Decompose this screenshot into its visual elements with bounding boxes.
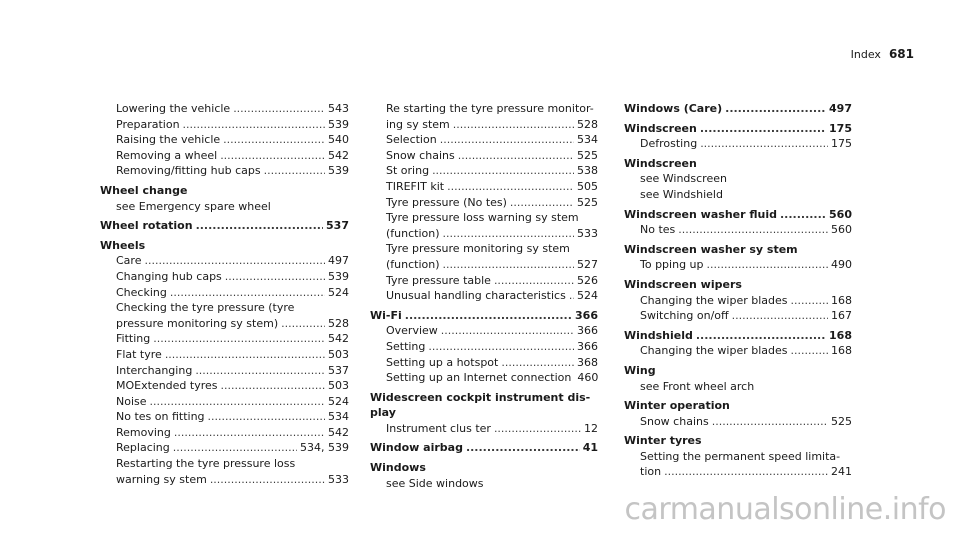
dot-leader [173, 440, 297, 456]
page-header [851, 47, 914, 61]
entry-label: Windows [370, 461, 426, 475]
entry-label: Setting up an Internet connection [386, 371, 572, 385]
entry-label: Defrosting [640, 137, 698, 151]
page-reference: 366 [577, 339, 598, 353]
entry-label: Tyre pressure table [386, 273, 491, 287]
index-entry [100, 117, 349, 133]
index-entry [100, 394, 349, 410]
index-entry [370, 195, 598, 211]
entry-label: Re starting the tyre pressure monitor- [386, 102, 594, 115]
entry-label: Removing a wheel [116, 148, 218, 162]
entry-label: Overview [386, 324, 438, 338]
page-reference: 542 [328, 332, 349, 346]
index-entry [370, 179, 598, 195]
page-reference: 534, 539 [300, 441, 349, 455]
page-reference: 528 [328, 316, 349, 330]
entry-label: Setting up a hotspot [386, 355, 499, 369]
page-reference: 366 [575, 308, 598, 322]
index-column-1 [100, 101, 349, 487]
index-entry [100, 163, 349, 179]
index-heading [100, 183, 349, 199]
index-entry [100, 101, 349, 117]
dot-leader [196, 218, 323, 234]
entry-label: Setting [386, 339, 426, 353]
entry-label: Windscreen [624, 121, 697, 135]
dot-leader [678, 222, 828, 238]
entry-label: see Side windows [386, 476, 484, 490]
index-entry [370, 148, 598, 164]
entry-label: ing sy stem [386, 117, 450, 131]
dot-leader [223, 132, 325, 148]
index-heading [370, 440, 598, 456]
dot-leader [780, 207, 826, 223]
entry-label: Snow chains [386, 148, 455, 162]
page-reference: 533 [328, 472, 349, 486]
index-entry [370, 323, 598, 339]
page-reference: 524 [328, 285, 349, 299]
entry-label: Removing [116, 425, 171, 439]
entry-label: Windscreen washer fluid [624, 207, 777, 221]
dot-leader [153, 331, 325, 347]
page-reference: 537 [328, 363, 349, 377]
entry-label: Changing the wiper blades [640, 344, 788, 358]
entry-label: TIREFIT kit [386, 179, 445, 193]
dot-leader [494, 273, 574, 289]
dot-leader [466, 440, 580, 456]
index-entry [624, 222, 852, 238]
entry-label: see Windshield [640, 187, 723, 201]
page-reference: 524 [328, 394, 349, 408]
entry-label: Windows (Care) [624, 102, 723, 115]
dot-leader [700, 121, 826, 137]
dot-leader [664, 464, 828, 480]
entry-label: Winter tyres [624, 434, 702, 448]
index-entry [370, 257, 598, 273]
index-entry [100, 409, 349, 425]
index-entry [624, 449, 852, 465]
index-entry [100, 148, 349, 164]
entry-label: Tyre pressure monitoring sy stem [386, 242, 570, 256]
page-number: 681 [888, 47, 914, 61]
dot-leader [791, 343, 829, 359]
dot-leader [447, 179, 574, 195]
index-heading [624, 277, 852, 293]
index-heading [624, 433, 852, 449]
index-entry [370, 355, 598, 371]
entry-label: play [370, 406, 396, 420]
index-heading [100, 238, 349, 254]
dot-leader [441, 323, 574, 339]
dot-leader [453, 117, 574, 133]
dot-leader [144, 253, 325, 269]
page-reference: 241 [831, 465, 852, 479]
entry-label: Preparation [116, 117, 180, 131]
dot-leader [707, 257, 828, 273]
page-reference: 538 [577, 164, 598, 178]
entry-label: pressure monitoring sy stem) [116, 316, 279, 330]
entry-label: tion [640, 465, 662, 479]
entry-label: warning sy stem [116, 472, 207, 486]
index-entry [624, 343, 852, 359]
page-reference: 12 [584, 421, 598, 435]
index-entry [370, 476, 598, 492]
index-entry [370, 273, 598, 289]
index-heading [624, 328, 852, 344]
index-entry [100, 285, 349, 301]
page-reference: 368 [577, 355, 598, 369]
index-entry [100, 199, 349, 215]
entry-label: Replacing [116, 441, 170, 455]
entry-label: Windshield [624, 328, 693, 342]
index-entry [100, 269, 349, 285]
dot-leader [725, 101, 826, 117]
entry-label: Changing hub caps [116, 269, 222, 283]
index-column-2 [370, 101, 598, 491]
watermark: carmanualsonline.info [624, 492, 946, 527]
dot-leader [195, 363, 325, 379]
entry-label: see Front wheel arch [640, 379, 755, 393]
dot-leader [732, 308, 828, 324]
entry-label: Flat tyre [116, 347, 162, 361]
index-entry [100, 331, 349, 347]
dot-leader [443, 226, 574, 242]
index-column-3 [624, 101, 852, 480]
index-entry [370, 210, 598, 226]
index-heading [624, 101, 852, 117]
page-reference: 505 [577, 179, 598, 193]
index-heading [624, 242, 852, 258]
page-reference: 366 [577, 324, 598, 338]
dot-leader [150, 394, 325, 410]
dot-leader [225, 269, 325, 285]
dot-leader [208, 409, 325, 425]
index-entry [370, 101, 598, 117]
entry-label: see Emergency spare wheel [116, 199, 271, 213]
entry-label: Windscreen wipers [624, 277, 742, 291]
entry-label: Lowering the vehicle [116, 102, 231, 115]
index-heading [624, 363, 852, 379]
index-entry [370, 370, 598, 386]
entry-label: Selection [386, 133, 437, 147]
page-reference: 460 [577, 371, 599, 385]
section-title: Index [850, 48, 881, 61]
index-entry [624, 187, 852, 203]
index-entry [624, 293, 852, 309]
index-heading [100, 218, 349, 234]
page-reference: 560 [831, 223, 852, 237]
page-reference: 525 [577, 148, 598, 162]
dot-leader [264, 163, 325, 179]
entry-label: Snow chains [640, 414, 709, 428]
dot-leader [210, 472, 325, 488]
index-entry [624, 464, 852, 480]
index-entry [100, 132, 349, 148]
index-entry [370, 421, 598, 437]
page-reference: 168 [831, 344, 852, 358]
index-entry [100, 456, 349, 472]
dot-leader [432, 163, 574, 179]
index-entry [624, 171, 852, 187]
index-heading [370, 390, 598, 406]
entry-label: (function) [386, 257, 440, 271]
entry-label: Tyre pressure loss warning sy stem [386, 211, 579, 225]
entry-label: Noise [116, 394, 147, 408]
dot-leader [494, 421, 581, 437]
entry-label: Unusual handling characteristics [386, 289, 566, 303]
entry-label: Raising the vehicle [116, 133, 221, 147]
index-entry [100, 378, 349, 394]
dot-leader [712, 414, 828, 430]
dot-leader [405, 308, 572, 324]
dot-leader [233, 101, 325, 117]
page-reference: 560 [829, 207, 852, 221]
dot-leader [510, 195, 574, 211]
dot-leader [165, 347, 325, 363]
index-heading [370, 405, 598, 421]
entry-label: Wheel rotation [100, 219, 193, 233]
index-entry [100, 425, 349, 441]
dot-leader [428, 339, 574, 355]
entry-label: Instrument clus ter [386, 421, 491, 435]
entry-label: Setting the permanent speed limita- [640, 449, 841, 463]
index-entry [100, 472, 349, 488]
page-reference: 490 [831, 258, 852, 272]
entry-label: Restarting the tyre pressure loss [116, 457, 296, 471]
index-entry [370, 132, 598, 148]
index-entry [370, 288, 598, 304]
dot-leader [174, 425, 325, 441]
page-reference: 534 [328, 410, 349, 424]
dot-leader [220, 148, 325, 164]
dot-leader [183, 117, 325, 133]
entry-label: (function) [386, 226, 440, 240]
index-entry [100, 363, 349, 379]
entry-label: Windscreen [624, 156, 697, 170]
page-reference: 528 [577, 117, 598, 131]
entry-label: Removing/fitting hub caps [116, 164, 261, 178]
page-reference: 503 [328, 379, 349, 393]
entry-label: No tes on fitting [116, 410, 205, 424]
entry-label: Wheels [100, 238, 146, 252]
entry-label: see Windscreen [640, 172, 727, 186]
index-entry [370, 339, 598, 355]
index-heading [370, 460, 598, 476]
entry-label: MOExtended tyres [116, 379, 218, 393]
index-heading [370, 308, 598, 324]
index-heading [624, 156, 852, 172]
page-reference: 167 [831, 309, 852, 323]
index-entry [100, 300, 349, 316]
page-reference: 534 [577, 133, 598, 147]
entry-label: Checking [116, 285, 167, 299]
entry-label: Wi-Fi [370, 308, 402, 322]
dot-leader [569, 288, 574, 304]
dot-leader [501, 355, 574, 371]
page-reference: 526 [577, 273, 598, 287]
index-entry [370, 241, 598, 257]
page-reference: 168 [831, 293, 852, 307]
entry-label: St oring [386, 164, 430, 178]
page-reference: 175 [831, 137, 852, 151]
page-reference: 525 [831, 414, 852, 428]
index-entry [100, 347, 349, 363]
page-reference: 41 [582, 441, 598, 455]
dot-leader [696, 328, 826, 344]
entry-label: Care [116, 254, 142, 268]
page-reference: 543 [328, 102, 349, 115]
index-heading [624, 207, 852, 223]
page-reference: 497 [328, 254, 349, 268]
page-reference: 542 [328, 425, 349, 439]
dot-leader [791, 293, 829, 309]
index-entry [370, 163, 598, 179]
dot-leader [458, 148, 574, 164]
dot-leader [700, 136, 828, 152]
index-entry [624, 308, 852, 324]
page-reference: 525 [577, 195, 598, 209]
index-entry [370, 117, 598, 133]
page-reference: 542 [328, 148, 349, 162]
index-entry [624, 379, 852, 395]
index-entry [100, 316, 349, 332]
entry-label: Winter operation [624, 399, 730, 413]
entry-label: Switching on/off [640, 309, 729, 323]
index-entry [624, 257, 852, 273]
dot-leader [281, 316, 325, 332]
dot-leader [440, 132, 574, 148]
entry-label: Wing [624, 363, 656, 377]
index-heading [624, 398, 852, 414]
page-reference: 497 [829, 102, 852, 115]
entry-label: To pping up [640, 258, 704, 272]
entry-label: Fitting [116, 332, 151, 346]
page-reference: 527 [577, 257, 598, 271]
entry-label: Tyre pressure (No tes) [386, 195, 507, 209]
page-reference: 524 [577, 289, 598, 303]
page-reference: 537 [326, 219, 349, 233]
page-reference: 539 [328, 117, 349, 131]
page-reference: 503 [328, 347, 349, 361]
entry-label: Checking the tyre pressure (tyre [116, 301, 295, 315]
page-reference: 539 [328, 164, 349, 178]
page-reference: 540 [328, 133, 349, 147]
index-heading [624, 121, 852, 137]
page-reference: 533 [577, 226, 598, 240]
entry-label: Changing the wiper blades [640, 293, 788, 307]
page-reference: 539 [328, 269, 349, 283]
index-entry [100, 440, 349, 456]
dot-leader [221, 378, 326, 394]
entry-label: Windscreen washer sy stem [624, 242, 798, 256]
dot-leader [170, 285, 325, 301]
entry-label: No tes [640, 223, 676, 237]
entry-label: Widescreen cockpit instrument dis- [370, 390, 591, 404]
page-reference: 175 [829, 121, 852, 135]
index-entry [624, 136, 852, 152]
index-entry [624, 414, 852, 430]
entry-label: Wheel change [100, 183, 188, 197]
entry-label: Window airbag [370, 441, 463, 455]
index-entry [100, 253, 349, 269]
page-reference: 168 [829, 328, 852, 342]
dot-leader [443, 257, 574, 273]
entry-label: Interchanging [116, 363, 193, 377]
index-entry [370, 226, 598, 242]
